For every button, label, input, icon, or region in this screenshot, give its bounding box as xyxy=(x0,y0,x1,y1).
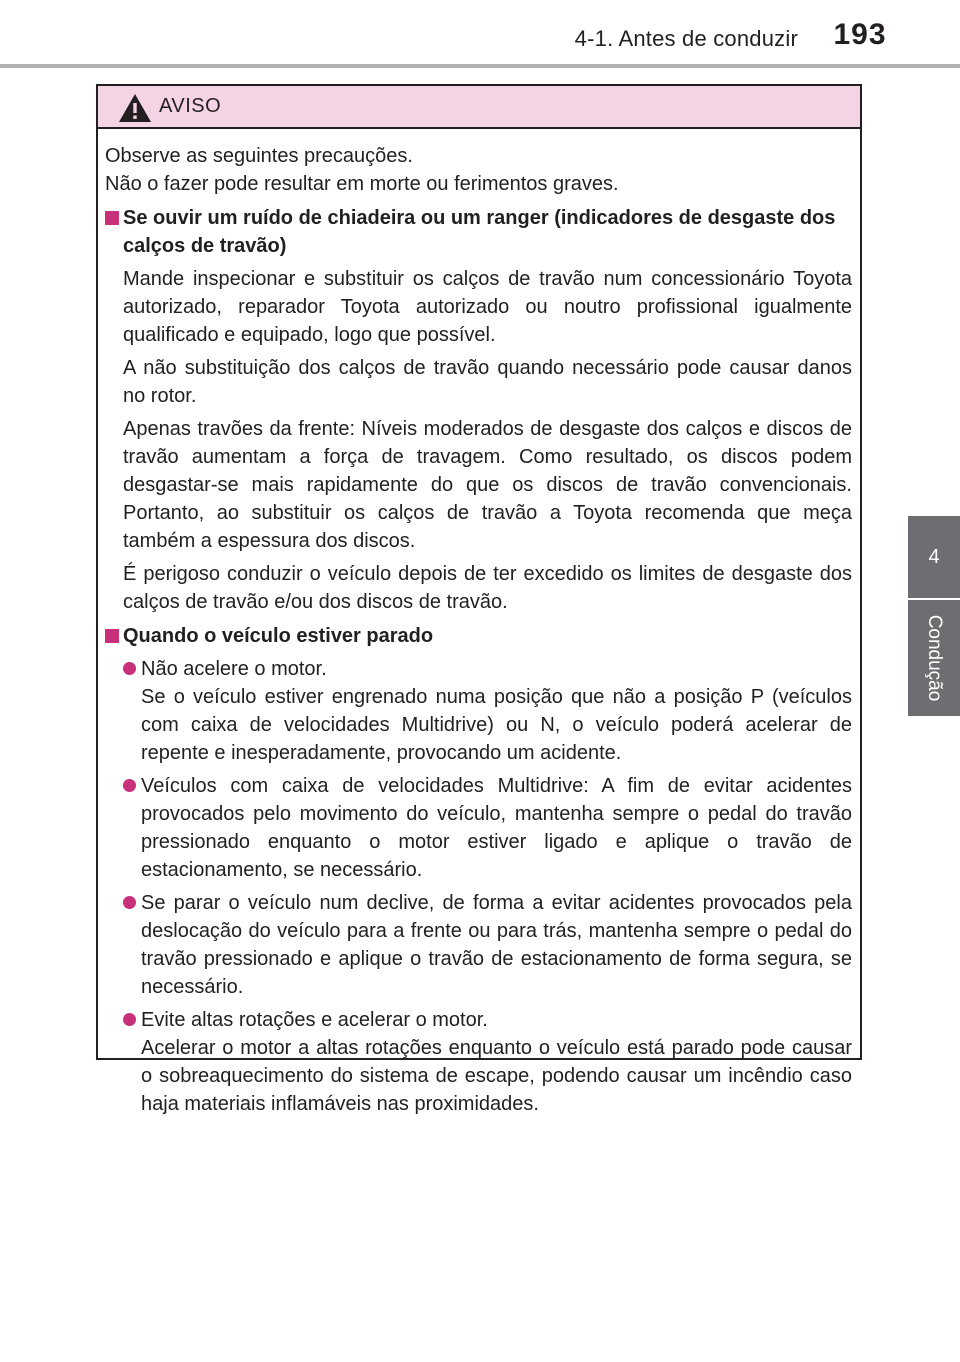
page-number: 193 xyxy=(833,18,887,51)
bullet-item xyxy=(123,655,852,767)
section-title: 4-1. Antes de conduzir xyxy=(574,26,798,51)
warning-intro xyxy=(105,142,852,198)
square-bullet-icon xyxy=(105,204,123,260)
warning-box xyxy=(96,84,862,1115)
bullet-item xyxy=(123,1006,852,1118)
intro-line: Não o fazer pode resultar em morte ou ferimentos graves. xyxy=(105,173,619,195)
chapter-tab-number xyxy=(908,516,960,598)
section-vehicle-stopped xyxy=(105,622,852,1118)
warning-triangle-icon xyxy=(118,93,152,123)
chapter-number: 4 xyxy=(928,545,940,568)
bullet-text: Acelerar o motor a altas rotações enquanto o veículo está parado pode causar o sobreaquecimento do sistema de escape, podendo causar um incêndio caso haja materiais inflamáveis nas proximidades. xyxy=(141,1037,852,1115)
section-brake-wear xyxy=(105,204,852,616)
round-bullet-icon xyxy=(123,889,141,1001)
section-heading-text: Quando o veículo estiver parado xyxy=(123,625,434,647)
bullet-text: Se parar o veículo num declive, de forma a evitar acidentes provocados pela deslocação do veículo para a frente ou para trás, mantenha sempre o pedal do travão pressionado e aplique o travão de estacionamento de forma segura, se necessário. xyxy=(141,892,852,998)
header-rule xyxy=(0,64,960,68)
intro-line: Observe as seguintes precauções. xyxy=(105,145,413,167)
section-paragraph: É perigoso conduzir o veículo depois de ter excedido os limites de desgaste dos calços de travão e/ou dos discos de travão. xyxy=(123,563,852,613)
warning-header xyxy=(98,86,860,129)
section-paragraph: A não substituição dos calços de travão quando necessário pode causar danos no rotor. xyxy=(123,357,852,407)
bullet-text: Veículos com caixa de velocidades Multidrive: A fim de evitar acidentes provocados pelo movimento do veículo, mantenha sempre o pedal do travão pressionado enquanto o motor estiver ligado e aplique o travão de estacionamento, se necessário. xyxy=(141,775,852,881)
bullet-item xyxy=(123,772,852,884)
square-bullet-icon xyxy=(105,622,123,650)
warning-title: AVISO xyxy=(159,95,222,117)
section-heading xyxy=(105,622,852,650)
round-bullet-icon xyxy=(123,655,141,767)
chapter-label: Condução xyxy=(924,614,945,702)
bullet-lead: Não acelere o motor. xyxy=(141,658,327,680)
bullet-text: Se o veículo estiver engrenado numa posição que não a posição P (veículos com caixa de velocidades Multidrive) ou N, o veículo poderá acelerar de repente e inesperadamente, provocando um acidente. xyxy=(141,686,852,764)
round-bullet-icon xyxy=(123,1006,141,1118)
chapter-tab-label xyxy=(908,600,960,716)
warning-body xyxy=(98,129,860,1118)
bullet-lead: Evite altas rotações e acelerar o motor. xyxy=(141,1009,488,1031)
section-heading-text: Se ouvir um ruído de chiadeira ou um ranger (indicadores de desgaste dos calços de travão) xyxy=(123,207,836,257)
section-paragraph: Mande inspecionar e substituir os calços de travão num concessionário Toyota autorizado, reparador Toyota autorizado ou noutro profissional igualmente qualificado e equipado, logo que possível. xyxy=(123,268,852,346)
bullet-item xyxy=(123,889,852,1001)
round-bullet-icon xyxy=(123,772,141,884)
section-heading xyxy=(105,204,852,260)
section-paragraph: Apenas travões da frente: Níveis moderados de desgaste dos calços e discos de travão aumentam a força de travagem. Como resultado, os discos podem desgastar-se mais rapidamente do que os discos de travão convencionais. Portanto, ao substituir os calços de travão a Toyota recomenda que meça também a espessura dos discos. xyxy=(123,418,852,552)
